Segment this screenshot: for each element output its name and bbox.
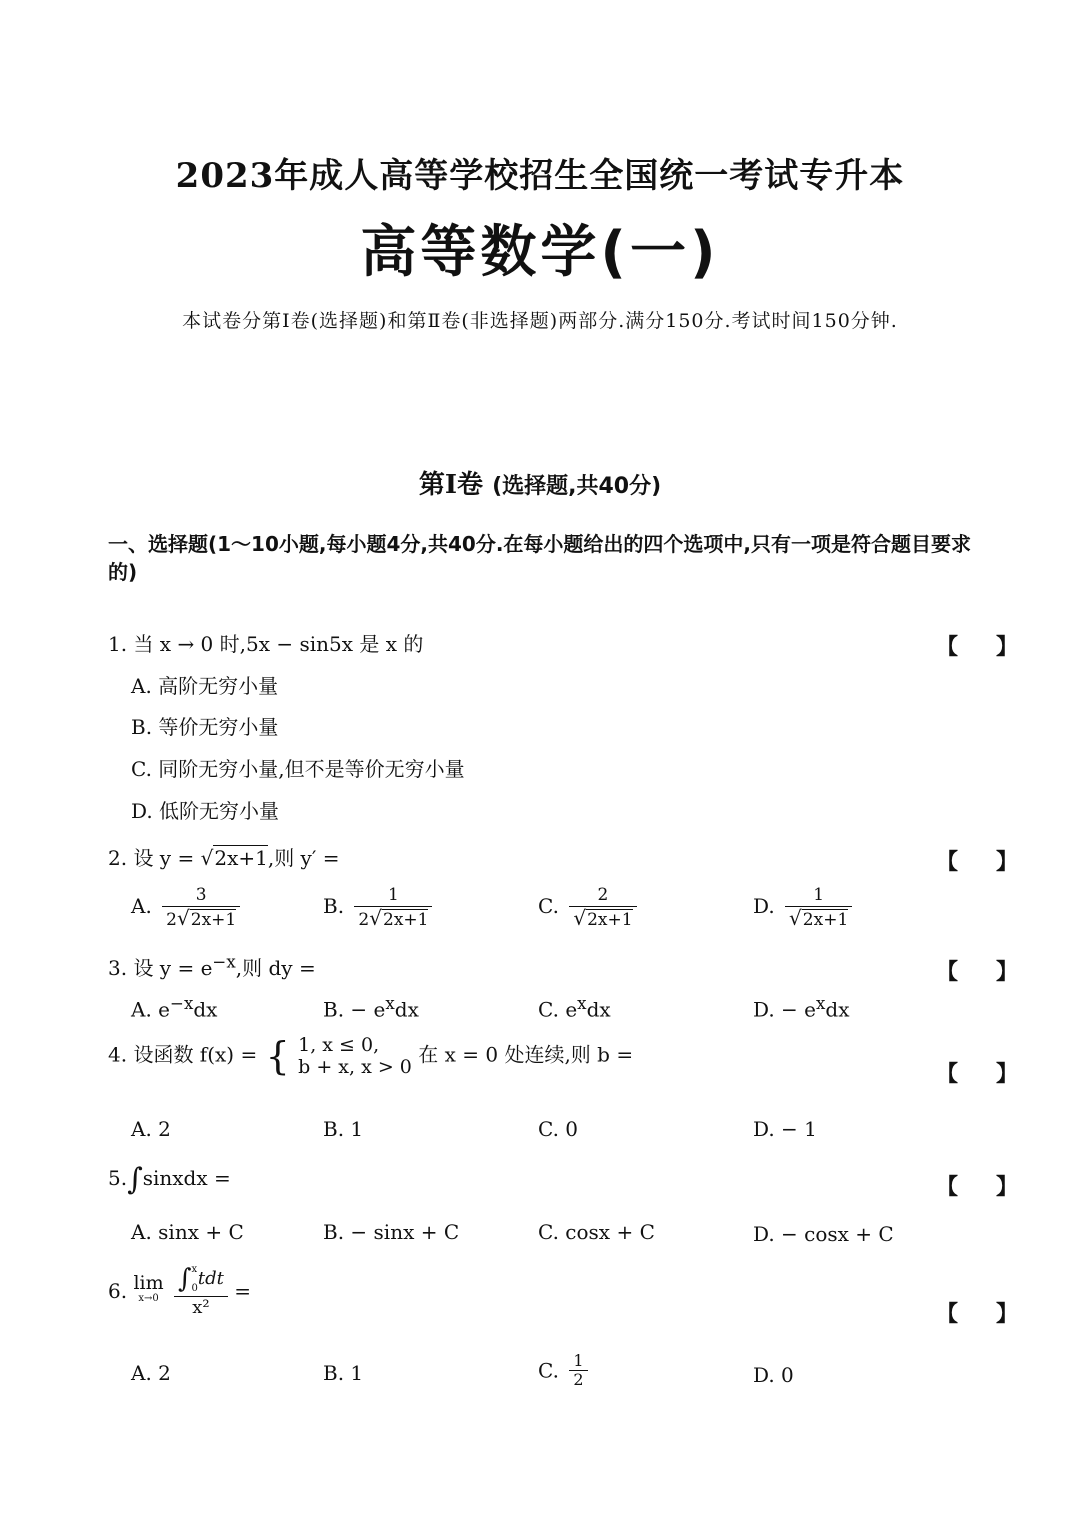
piecewise-brace: { — [265, 1034, 290, 1078]
option-label: B. — [323, 894, 345, 918]
radicand: 2x+1 — [214, 846, 268, 870]
question-number: 1. — [108, 632, 128, 656]
q5-option-b: B. − sinx + C — [323, 1220, 460, 1244]
question-number: 2. — [108, 846, 128, 870]
equals-sign: = — [234, 1278, 252, 1303]
base: e — [565, 997, 578, 1022]
exponent: x — [577, 994, 587, 1013]
fraction-numerator: 2 — [597, 885, 609, 905]
question-stem-suffix: ,则 y′ = — [267, 846, 340, 870]
q1-option-a: A. 高阶无穷小量 — [131, 674, 279, 698]
bracket-close: 】 — [996, 959, 1019, 985]
question-number: 3. — [108, 956, 128, 980]
bracket-close: 】 — [996, 849, 1019, 875]
q6-option-b: B. 1 — [323, 1361, 364, 1385]
case-1: 1, x ≤ 0, — [298, 1034, 380, 1056]
q1-option-c: C. 同阶无穷小量,但不是等价无穷小量 — [131, 757, 465, 781]
question-stem-prefix: 设 y = e — [133, 956, 213, 980]
option-label: C. — [538, 894, 559, 918]
answer-bracket-6 — [936, 1297, 1018, 1328]
sqrt-expression: √2x+1 — [200, 846, 268, 870]
differential: dx — [193, 997, 218, 1022]
question-number: 6. — [108, 1278, 128, 1303]
q6-option-d: D. 0 — [753, 1363, 794, 1387]
answer-bracket-1 — [936, 630, 1018, 661]
coefficient: 2 — [358, 910, 370, 930]
part-title-sub: (选择题,共40分) — [492, 474, 662, 499]
exponent: x — [385, 994, 395, 1013]
bracket-open: 【 — [936, 849, 959, 875]
option-label: C. — [538, 1358, 559, 1383]
question-number: 4. — [108, 1042, 128, 1067]
exponent: −x — [212, 952, 236, 972]
fraction-numerator: 1 — [388, 885, 399, 905]
answer-bracket-5 — [936, 1170, 1018, 1201]
fraction — [162, 884, 240, 931]
subject-title: 高等数学(一) — [360, 220, 720, 285]
question-stem: 当 x → 0 时,5x − sin5x 是 x 的 — [133, 632, 424, 656]
radicand: 2x+1 — [587, 910, 633, 930]
piecewise-cases — [298, 1034, 412, 1078]
q6-option-a: A. 2 — [131, 1361, 171, 1385]
q3-option-a — [131, 994, 217, 1022]
q1-option-d: D. 低阶无穷小量 — [131, 799, 280, 823]
exam-title: 2023年成人高等学校招生全国统一考试专升本 — [175, 156, 905, 196]
q3-option-b — [323, 994, 419, 1022]
exam-info: 本试卷分第Ⅰ卷(选择题)和第Ⅱ卷(非选择题)两部分.满分150分.考试时间150分钟. — [182, 310, 898, 332]
question-5 — [108, 1162, 231, 1197]
fraction — [354, 884, 432, 931]
option-label: A. — [131, 894, 152, 918]
fraction-denominator: 2√2x+1 — [354, 906, 432, 931]
fraction — [569, 884, 636, 931]
option-label: D. — [753, 894, 775, 918]
fraction-denominator: x² — [174, 1296, 228, 1319]
integral-lower-limit: 0 — [191, 1283, 198, 1294]
differential: dx — [394, 997, 419, 1022]
bracket-open: 【 — [936, 959, 959, 985]
fraction — [569, 1352, 587, 1389]
case-2: b + x, x > 0 — [298, 1056, 412, 1078]
question-number: 5. — [108, 1166, 128, 1190]
base: − e — [350, 997, 386, 1022]
integral-upper-limit: x — [191, 1264, 198, 1275]
integral-sign: ∫ — [127, 1162, 143, 1197]
fraction-denominator: √2x+1 — [569, 906, 636, 931]
exponent: x — [816, 994, 826, 1013]
exponent: −x — [170, 994, 194, 1013]
bracket-close: 】 — [996, 1301, 1019, 1327]
radicand: 2x+1 — [383, 910, 429, 930]
fraction-numerator: 1 — [573, 1351, 584, 1370]
option-label: A. — [131, 997, 152, 1022]
part-title-main: 第Ⅰ卷 — [418, 470, 483, 500]
q2-option-d — [753, 884, 852, 931]
question-stem-suffix: 在 x = 0 处连续,则 b = — [418, 1042, 634, 1067]
bracket-close: 】 — [996, 1174, 1019, 1200]
q3-option-c — [538, 994, 611, 1022]
radicand: 2x+1 — [802, 910, 849, 930]
limit-subscript: x→0 — [138, 1292, 159, 1304]
q4-option-a: A. 2 — [131, 1117, 171, 1141]
question-stem: sinxdx = — [142, 1166, 231, 1190]
q5-option-a: A. sinx + C — [131, 1220, 244, 1244]
coefficient: 2 — [166, 910, 177, 930]
q4-option-c: C. 0 — [538, 1117, 579, 1141]
q3-option-d — [753, 994, 850, 1022]
q6-option-c — [538, 1352, 588, 1389]
fraction — [785, 884, 852, 931]
answer-bracket-3 — [936, 955, 1018, 986]
fraction-denominator: 2 — [569, 1370, 587, 1389]
q4-option-b: B. 1 — [323, 1117, 364, 1141]
differential: dx — [825, 997, 850, 1022]
q2-option-b — [323, 884, 432, 931]
bracket-close: 】 — [996, 1061, 1019, 1087]
q4-option-d: D. − 1 — [753, 1117, 817, 1141]
option-label: B. — [323, 997, 345, 1022]
question-1 — [108, 628, 423, 657]
fraction-numerator: 3 — [195, 885, 207, 905]
q5-option-c: C. cosx + C — [538, 1220, 655, 1244]
bracket-open: 【 — [936, 1061, 959, 1087]
part-title — [0, 464, 1080, 501]
question-6 — [108, 1262, 251, 1319]
radicand: 2x+1 — [190, 910, 237, 930]
limit — [133, 1271, 164, 1307]
fraction — [174, 1262, 228, 1319]
answer-bracket-2 — [936, 845, 1018, 876]
option-label: C. — [538, 997, 559, 1022]
q2-option-a — [131, 884, 240, 931]
fraction-denominator: √2x+1 — [785, 906, 852, 931]
bracket-open: 【 — [936, 1174, 959, 1200]
question-2 — [108, 842, 340, 871]
integrand: tdt — [197, 1268, 224, 1289]
section-instruction: 一、选择题(1～10小题,每小题4分,共40分.在每小题给出的四个选项中,只有一项是符合题目要求的) — [108, 532, 972, 584]
question-stem-prefix: 设函数 f(x) = — [133, 1042, 258, 1067]
base: e — [158, 997, 171, 1022]
fraction-numerator: 1 — [813, 885, 825, 905]
limit-text: lim — [133, 1271, 164, 1294]
q5-option-d: D. − cosx + C — [753, 1222, 894, 1246]
bracket-close: 】 — [996, 634, 1019, 660]
integral-sign: ∫ — [177, 1264, 192, 1294]
base: − e — [781, 997, 816, 1022]
q2-option-c — [538, 884, 637, 931]
q1-option-b: B. 等价无穷小量 — [131, 715, 279, 739]
question-stem-prefix: 设 y = — [133, 846, 195, 870]
question-3 — [108, 952, 316, 981]
bracket-open: 【 — [936, 634, 959, 660]
answer-bracket-4 — [936, 1057, 1018, 1088]
fraction-numerator — [174, 1262, 228, 1296]
differential: dx — [586, 997, 611, 1022]
question-stem-suffix: ,则 dy = — [235, 956, 316, 980]
question-4 — [108, 1034, 633, 1078]
bracket-open: 【 — [936, 1301, 959, 1327]
option-label: D. — [753, 997, 775, 1022]
fraction-denominator: 2√2x+1 — [162, 906, 240, 931]
